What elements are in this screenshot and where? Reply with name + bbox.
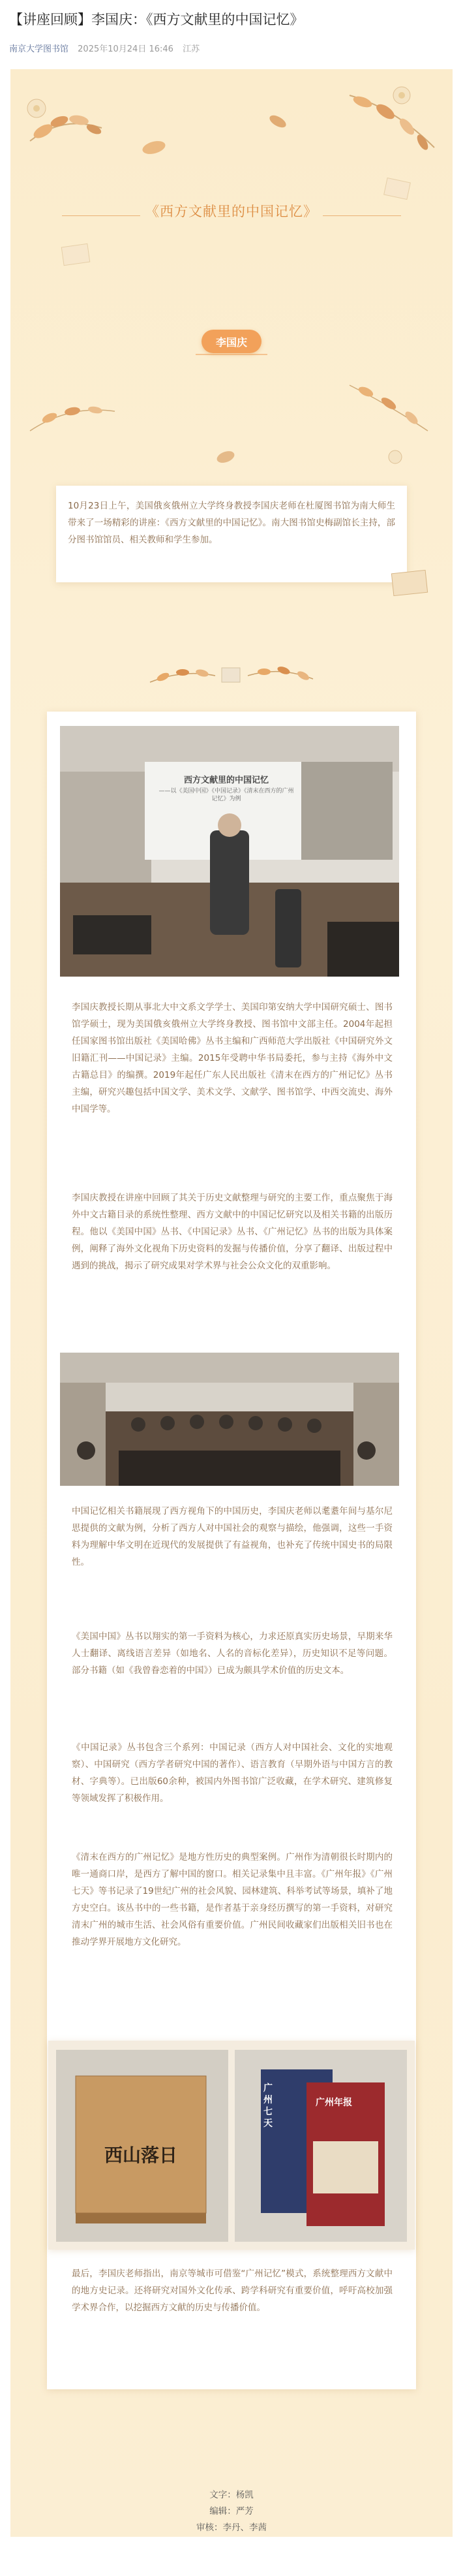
publish-location: 江苏 (183, 44, 200, 54)
body-paragraph-7: 最后，李国庆老师指出，南京等城市可借鉴“广州记忆”模式，系统整理西方文献中的地方史记录。还将研究对国外文化传承、跨学科研究有重要价值，呼吁高校加强学术界合作，以挖掘西方文献的历史与传播价值。 (72, 2269, 393, 2313)
envelope-icon (391, 568, 430, 598)
leaf-decoration-middle (10, 366, 453, 477)
book1-title: 西山落日 (104, 2144, 177, 2166)
book-photo-2 (235, 2050, 407, 2242)
body-paragraph-2: 李国庆教授在讲座中回顾了其关于历史文献整理与研究的主要工作，重点聚焦于海外中文古籍目录的系统性整理、西方文献中的中国记忆研究以及相关书籍的出版历程。他以《美国中国》丛书、《中国记录》丛书、《广州记忆》丛书的出版为具体案例，阐释了海外文化视角下历史资料的发掘与传播价值，分享了翻译、出版过程中遇到的挑战，揭示了研究成果对学术界与社会公众文化的双重影响。 (72, 1193, 393, 1271)
speaker-underline (196, 354, 267, 355)
body-paragraph-5: 《中国记录》丛书包含三个系列：中国记录（西方人对中国社会、文化的实地观察）、中国研究（西方学者研究中国的著作）、语言教育（早期外语与中国方言的教材、字典等）。已出版60余种，被国内外图书馆广泛收藏，在学术研究、建筑修复等领域发挥了积极作用。 (72, 1742, 393, 1804)
book3-title: 广州年报 (316, 2097, 352, 2108)
book2-title: 广州七天 (263, 2083, 273, 2129)
body-paragraph-3: 中国记忆相关书籍展现了西方视角下的中国历史，李国庆老师以耄耋年间与基尔尼思提供的文献为例，分析了西方人对中国社会的观察与描绘，他强调，这些一手资料为理解中华文明在近现代的发展提供了有益视角，也补充了传统中国史书的局限性。 (72, 1506, 393, 1567)
book-photo-1 (56, 2050, 228, 2242)
body-paragraph-1: 李国庆教授长期从事北大中文系文学学士、美国印第安纳大学中国研究硕士、图书馆学硕士，现为美国俄亥俄州立大学终身教授、图书馆中文部主任。2004年起担任国家图书馆出版社《美国哈佛》丛书主编和广西师范大学出版社《中国研究外文旧籍汇刊——中国记录》主编。2015年受聘中华书局委托，参与主持《海外中文古籍总目》的编撰。2019年起任广东人民出版社《清末在西方的广州记忆》丛书主编，研究兴趣包括中国文学、美术文学、文献学、图书馆学、中西交流史、海外中国学等。 (72, 1002, 393, 1114)
hero-title: 《西方文献里的中国记忆》 (145, 204, 318, 219)
lecture-slide-subtitle: ——以《美国中国》《中国记录》《清末在西方的广州记忆》为例 (158, 788, 294, 802)
credit-editor: 编辑：严芳 (209, 2506, 254, 2517)
audience-photo (60, 1353, 399, 1486)
account-name-link[interactable]: 南京大学图书馆 (9, 44, 69, 54)
body-paragraph-4: 《美国中国》丛书以翔实的第一手资料为核心，力求还原真实历史场景，早期来华人士翻译、离线语言差异（如地名、人名的音标化差异），历史知识不足等问题。部分书籍（如《我曾眷恋着的中国》）已成为颇具学术价值的历史文本。 (72, 1631, 393, 1676)
leaf-decoration-top (10, 69, 453, 285)
publish-date: 2025年10月24日 16:46 (78, 44, 173, 54)
lecture-photo (60, 726, 399, 977)
speaker-name-badge: 李国庆 (202, 330, 261, 353)
credit-reviewer: 审核：李丹、李茜 (196, 2522, 267, 2533)
body-paragraph-6: 《清末在西方的广州记忆》是地方性历史的典型案例。广州作为清朝很长时期内的唯一通商口岸，是西方了解中国的窗口。相关记录集中且丰富。《广州年报》《广州七天》等书记录了19世纪广州的社会风貌、园林建筑、科举考试等场景，填补了地方史空白。该丛书中的一些书籍，是作者基于亲身经历撰写的第一手资料，对研究清末广州的城市生活、社会风俗有重要价值。广州民间收藏家们出版相关旧书也在推动学界开展地方文化研究。 (72, 1852, 393, 1947)
article-meta (9, 42, 200, 54)
article-title: 【讲座回顾】李国庆：《西方文献里的中国记忆》 (9, 12, 304, 27)
intro-paragraph: 10月23日上午，美国俄亥俄州立大学终身教授李国庆老师在杜厦图书馆为南大师生带来了一场精彩的讲座：《西方文献里的中国记忆》。南大图书馆史梅副馆长主持，部分图书馆馆员、相关教师和学生参加。 (68, 501, 395, 545)
credit-author: 文字：杨凯 (209, 2490, 254, 2500)
leaf-spray-divider (143, 656, 320, 695)
lecture-slide-title: 西方文献里的中国记忆 (183, 776, 269, 785)
